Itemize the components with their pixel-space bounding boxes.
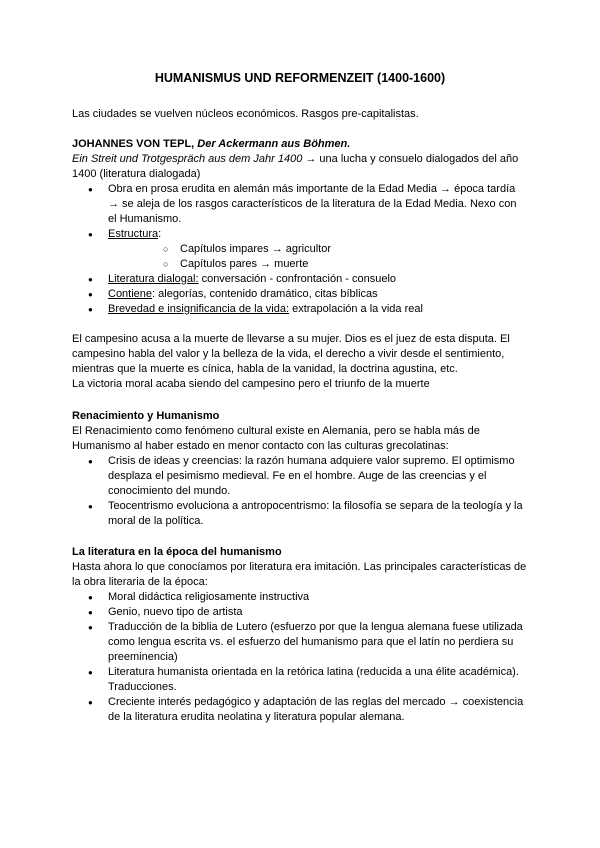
tepl-section	[72, 137, 528, 317]
renacimiento-heading: Renacimiento y Humanismo	[72, 410, 220, 422]
list-item: ● Moral didáctica religiosamente instructiva	[72, 590, 528, 605]
intro-paragraph: Las ciudades se vuelven núcleos económicos. Rasgos pre-capitalistas.	[72, 108, 419, 120]
tepl-subtitle	[72, 152, 528, 182]
literatura-heading: La literatura en la época del humanismo	[72, 546, 282, 558]
list-item: ● Crisis de ideas y creencias: la razón humana adquiere valor supremo. El optimismo desplaza el pesimismo medieval. Fe en el hombre. Auge de las creencias y el conocimiento del mundo.	[72, 454, 528, 499]
renacimiento-paragraph: El Renacimiento como fenómeno cultural existe en Alemania, pero se habla más de Humanismo al haber estado en menor contacto con las culturas grecolatinas:	[72, 425, 480, 452]
tepl-bullet-list	[72, 182, 528, 317]
list-item	[72, 272, 528, 287]
tepl-commentary	[72, 332, 528, 392]
list-item: ● Traducción de la biblia de Lutero (esfuerzo por que la lengua alemana fuese utilizada como lengua escrita vs. el esfuerzo del humanismo para que el latín no perdiera su preeminencia)	[72, 620, 528, 665]
list-item	[72, 227, 528, 272]
literatura-paragraph: Hasta ahora lo que conocíamos por literatura era imitación. Las principales características de la obra literaria de la época:	[72, 561, 527, 588]
estructura-sublist	[108, 242, 528, 272]
list-item: ● Teocentrismo evoluciona a antropocentrismo: la filosofía se separa de la teología y la moral de la política.	[72, 499, 528, 529]
tepl-subtitle-rest: → una lucha y consuelo dialogados del año 1400 (literatura dialogada)	[72, 153, 519, 180]
list-item: ● Creciente interés pedagógico y adaptación de las reglas del mercado → coexistencia de la literatura erudita neolatina y literatura popular alemana.	[72, 695, 528, 725]
list-item: ● Obra en prosa erudita en alemán más importante de la Edad Media → época tardía → se aleja de los rasgos característicos de la literatura de la Edad Media. Nexo con el Humanismo.	[72, 182, 528, 227]
list-item-text: conversación - confrontación - consuelo	[198, 273, 397, 285]
literatura-section	[72, 545, 528, 725]
list-item: ○ Capítulos pares → muerte	[108, 257, 528, 272]
renacimiento-section	[72, 409, 528, 529]
tepl-paragraph-1: El campesino acusa a la muerte de llevarse a su mujer. Dios es el juez de esta disputa. El campesino habla del valor y la belleza de la vida, el derecho a vivir desde el sentimiento, mientras que la muerte es cínica, habla de la vanidad, la doctrina agustina, etc.	[72, 333, 510, 375]
tepl-heading	[72, 137, 528, 152]
list-item-label: Contiene	[108, 288, 153, 300]
renacimiento-bullet-list	[72, 454, 528, 529]
list-item-text: : alegorías, contenido dramático, citas bíblicas	[152, 288, 378, 300]
estructura-label: Estructura	[108, 228, 159, 240]
list-item	[72, 302, 528, 317]
list-item: ● Literatura humanista orientada en la retórica latina (reducida a una élite académica). Traducciones.	[72, 665, 528, 695]
list-item-text: extrapolación a la vida real	[289, 303, 423, 315]
page-title: HUMANISMUS UND REFORMENZEIT (1400-1600)	[154, 71, 446, 85]
estructura-colon: :	[158, 228, 162, 240]
tepl-paragraph-2: La victoria moral acaba siendo del campesino pero el triunfo de la muerte	[72, 378, 430, 390]
tepl-work-title: Der Ackermann aus Böhmen.	[197, 138, 351, 150]
list-item: ○ Capítulos impares → agricultor	[108, 242, 528, 257]
list-item-label: Literatura dialogal:	[108, 273, 199, 285]
list-item	[72, 287, 528, 302]
tepl-author: JOHANNES VON TEPL,	[72, 138, 198, 150]
list-item: ● Genio, nuevo tipo de artista	[72, 605, 528, 620]
tepl-subtitle-italic: Ein Streit und Trotgespräch aus dem Jahr 1400	[72, 153, 303, 165]
list-item-label: Brevedad e insignificancia de la vida:	[108, 303, 290, 315]
literatura-bullet-list	[72, 590, 528, 725]
